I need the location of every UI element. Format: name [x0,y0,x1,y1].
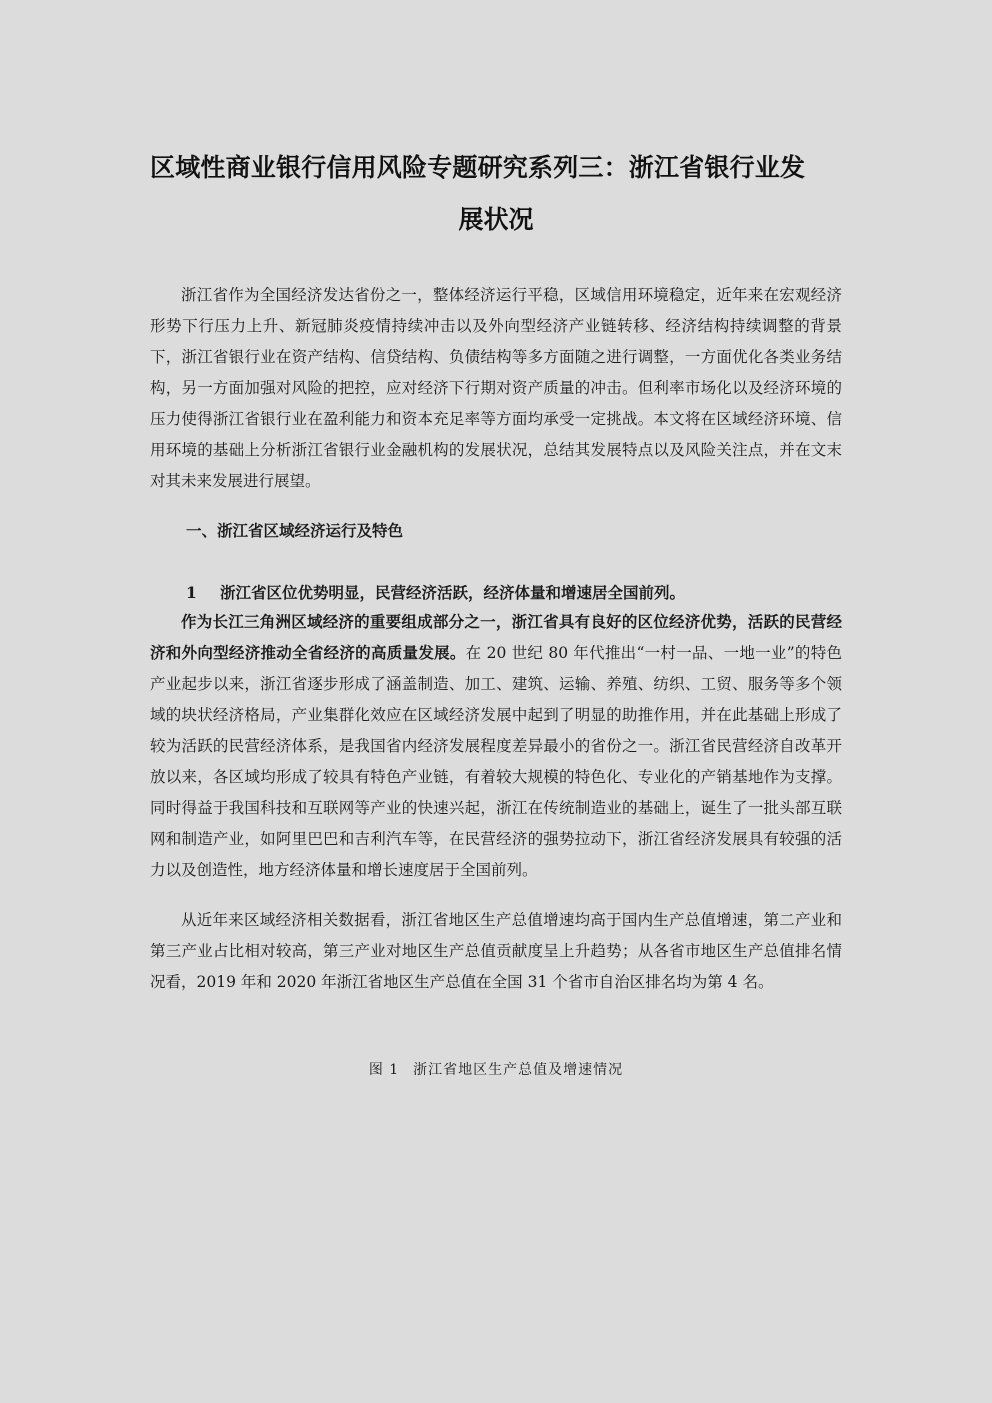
intro-paragraph: 浙江省作为全国经济发达省份之一，整体经济运行平稳，区域信用环境稳定，近年来在宏观经济形势下行压力上升、新冠肺炎疫情持续冲击以及外向型经济产业链转移、经济结构持续调整的背景下，浙江省银行业在资产结构、信贷结构、负债结构等多方面随之进行调整，一方面优化各类业务结构，另一方面加强对风险的把控，应对经济下行期对资产质量的冲击。但利率市场化以及经济环境的压力使得浙江省银行业在盈利能力和资本充足率等方面均承受一定挑战。本文将在区域经济环境、信用环境的基础上分析浙江省银行业金融机构的发展状况，总结其发展特点以及风险关注点，并在文末对其未来发展进行展望。 [150,286,842,490]
figure-title: 浙江省地区生产总值及增速情况 [413,1062,624,1078]
figure-caption [0,1056,992,1084]
paragraph-body: 在 20 世纪 80 年代推出“一村一品、一地一业”的特色产业起步以来，浙江省逐步形成了涵盖制造、加工、建筑、运输、养殖、纺织、工贸、服务等多个领域的块状经济格局，产业集群化效应在区域经济发展中起到了明显的助推作用，并在此基础上形成了较为活跃的民营经济体系，是我国省内经济发展程度差异最小的省份之一。浙江省民营经济自改革开放以来，各区域均形成了较具有特色产业链，有着较大规模的特色化、专业化的产销基地作为支撑。同时得益于我国科技和互联网等产业的快速兴起，浙江在传统制造业的基础上，诞生了一批头部互联网和制造产业，如阿里巴巴和吉利汽车等，在民营经济的强势拉动下，浙江省经济发展具有较强的活力以及创造性，地方经济体量和增长速度居于全国前列。 [150,644,842,879]
paragraph-lead-bold: 作为长江三角洲区域经济的重要组成部分之一，浙江省具有良好的区位经济优势，活跃的民营经济和外向型经济推动全省经济的高质量发展。 [150,613,842,662]
subsection-heading-text: 浙江省区位优势明显，民营经济活跃，经济体量和增速居全国前列。 [220,584,686,602]
document-title-line2: 展状况 [458,205,534,234]
figure-label: 图 1 [368,1062,400,1078]
subsection-heading [186,577,685,609]
subsection-number: 1 [186,583,197,602]
section-heading: 一、浙江省区域经济运行及特色 [186,522,404,540]
document-title-line1: 区域性商业银行信用风险专题研究系列三：浙江省银行业发 [150,153,806,182]
body-paragraph-1 [150,607,842,886]
body-paragraph-2: 从近年来区域经济相关数据看，浙江省地区生产总值增速均高于国内生产总值增速，第二产业和第三产业占比相对较高，第三产业对地区生产总值贡献度呈上升趋势；从各省市地区生产总值排名情况看，2019 年和 2020 年浙江省地区生产总值在全国 31 个省市自治区排名均为第 4 名。 [150,911,842,991]
